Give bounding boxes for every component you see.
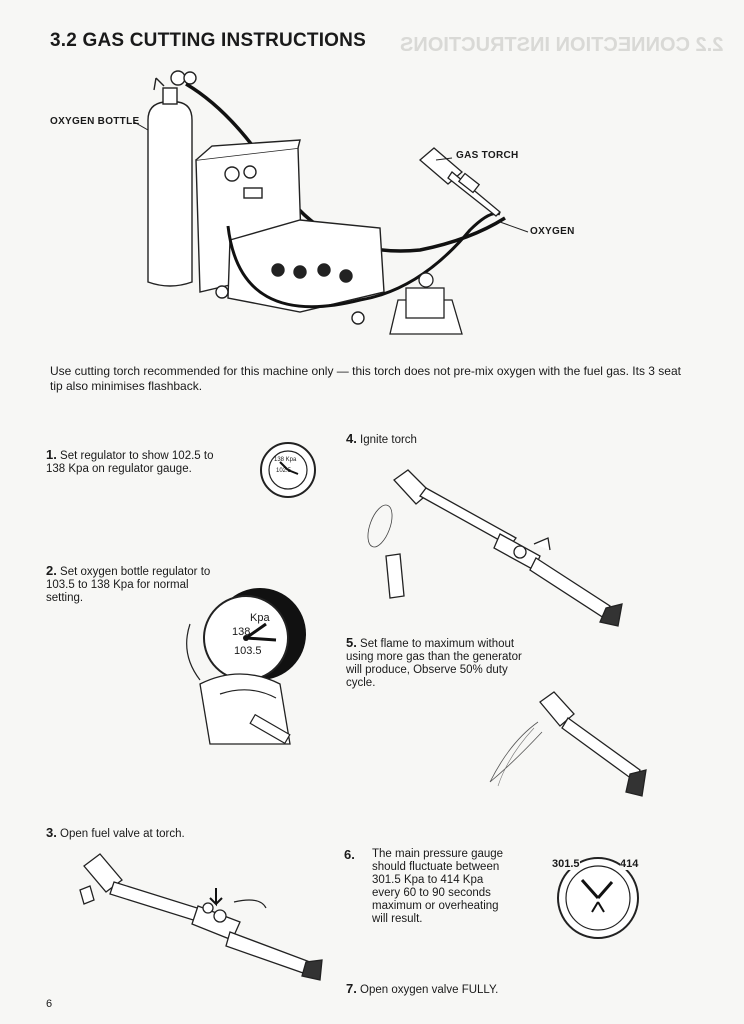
main-gauge-low: 301.5 (552, 858, 580, 870)
page-title: 3.2 GAS CUTTING INSTRUCTIONS (50, 30, 366, 51)
large-gauge-low: 103.5 (234, 645, 262, 657)
step-7 (346, 982, 546, 997)
step-5 (346, 636, 526, 690)
oxygen-hose-label: OXYGEN (530, 226, 575, 237)
bleed-through-heading: 2.2 CONNECTION INSTRUCTIONS (400, 34, 724, 56)
ignite-torch-illustration (360, 466, 630, 636)
oxygen-regulator-gauge (180, 584, 340, 764)
intro-paragraph: Use cutting torch recommended for this machine only — this torch does not pre-mix oxygen with the fuel gas. Its 3 seat tip also minimises flashback. (50, 364, 681, 393)
step-number: 7. (346, 981, 357, 996)
equipment-illustration (0, 0, 744, 360)
main-gauge-high: 414 (620, 858, 639, 870)
step-text: Set oxygen bottle regulator to 103.5 to 138 Kpa for normal setting. (46, 566, 211, 604)
oxygen-bottle-drawing (148, 71, 196, 286)
step-number: 5. (346, 635, 357, 650)
step-text: Ignite torch (360, 434, 417, 446)
oxygen-bottle-label: OXYGEN BOTTLE (50, 116, 140, 127)
step-text: The main pressure gauge should fluctuate between 301.5 Kpa to 414 Kpa every 60 to 90 seconds maximum or overheating will result. (372, 848, 504, 925)
large-gauge-high: 138 (232, 626, 251, 638)
gas-torch-label: GAS TORCH (456, 150, 519, 161)
step-1 (46, 448, 216, 476)
small-gauge-value: 102.5 (276, 468, 292, 474)
step-number: 4. (346, 431, 357, 446)
max-flame-illustration (490, 692, 650, 812)
step-number: 2. (46, 563, 57, 578)
step-number: 6. (344, 847, 355, 862)
step-4 (346, 432, 496, 447)
step-text: Open oxygen valve FULLY. (360, 984, 499, 996)
step-6 (344, 848, 512, 926)
generator-bucket-drawing (390, 273, 462, 334)
generator-drawing (196, 140, 384, 324)
step-text: Set regulator to show 102.5 to 138 Kpa on regulator gauge. (46, 450, 214, 475)
step-text: Open fuel valve at torch. (60, 828, 185, 840)
large-gauge-unit: Kpa (250, 612, 270, 624)
small-gauge-label: 138 Kpa (274, 457, 297, 463)
step-text: Set flame to maximum without using more gas than the generator will produce, Observe 50% duty cycle. (346, 638, 522, 689)
step-number: 3. (46, 825, 57, 840)
step-number: 1. (46, 447, 57, 462)
step-3 (46, 826, 246, 841)
fuel-valve-illustration (70, 852, 330, 982)
page-number: 6 (46, 998, 53, 1010)
